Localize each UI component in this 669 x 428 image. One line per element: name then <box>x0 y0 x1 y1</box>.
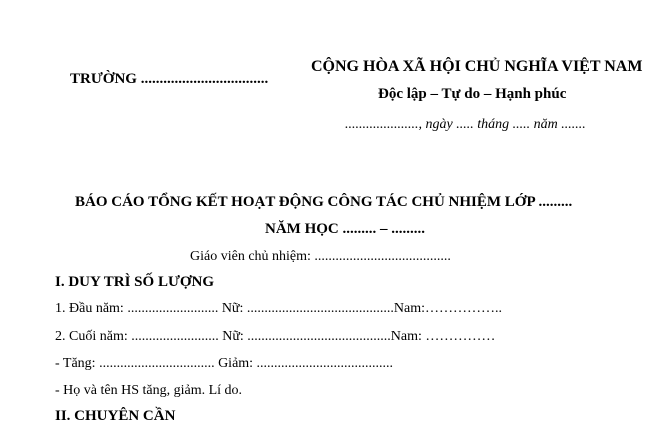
increase-decrease-row: - Tăng: ................................. Giảm: ....................................... <box>55 356 394 371</box>
start-of-year-count-row: 1. Đầu năm: .......................... Nữ: ..........................................Nam:…………….. <box>55 301 503 316</box>
national-title: CỘNG HÒA XÃ HỘI CHỦ NGHĨA VIỆT NAM <box>311 58 643 75</box>
report-title: BÁO CÁO TỔNG KẾT HOẠT ĐỘNG CÔNG TÁC CHỦ NHIỆM LỚP ......... <box>75 194 573 210</box>
change-reason-row: - Họ và tên HS tăng, giảm. Lí do. <box>55 383 243 398</box>
school-name-line: TRƯỜNG .................................. <box>70 71 269 87</box>
section-heading-attendance: II. CHUYÊN CẦN <box>55 408 176 424</box>
section-heading-enrollment: I. DUY TRÌ SỐ LƯỢNG <box>55 274 215 290</box>
national-motto: Độc lập – Tự do – Hạnh phúc <box>378 86 567 102</box>
homeroom-teacher-line: Giáo viên chủ nhiệm: ....................................... <box>190 249 451 264</box>
end-of-year-count-row: 2. Cuối năm: ......................... Nữ: .........................................Nam: …………… <box>55 329 496 344</box>
school-year-line: NĂM HỌC ......... – ......... <box>265 221 425 237</box>
place-date-line: ....................., ngày ..... tháng ..... năm ....... <box>345 117 586 132</box>
